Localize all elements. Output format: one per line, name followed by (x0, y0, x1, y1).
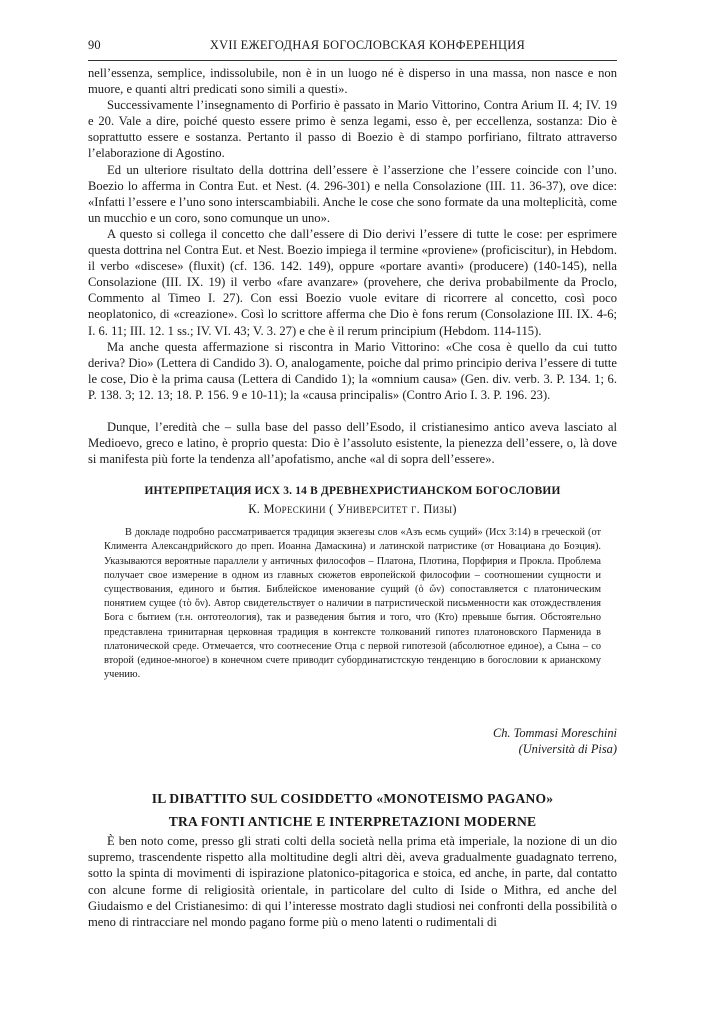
page-number: 90 (88, 38, 101, 52)
running-header (88, 38, 617, 58)
page (88, 38, 617, 930)
italian-section-title (88, 787, 617, 833)
paragraph: A questo si collega il concetto che dall’essere di Dio derivi l’essere di tutte le cose: per esprimere questa dottrina nel Contra Eut. et Nest. Boezio impiega il termine «proviene» (proficiscitur), in Hebdom. il verbo «discese» (fluxit) (cf. 136. 142. 149), oppure «portare avanti» (producere) (140-145), nella Consolazione (III. IX. 19) il verbo «fare avanzare» (provehere, che deriva probabilmente da Proclo, Commento al Timeo I. 27). Con essi Boezio vuole evitare di ricorrere al concetto, così poco neoplatonico, di «creazione». Così lo scrittore afferma che Dio è fons rerum (Consolazione III. IX. 4-6; I. 6. 11; III. 12. 1 ss.; IV. VI. 43; V. 3. 27) e che è il rerum principium (Hebdom. 114-115). (88, 226, 617, 338)
paragraph: nell’essenza, semplice, indissolubile, non è in un luogo né è disperso in una massa, non nasce e non muore, e quanti altri predicati sono simili a questi». (88, 66, 617, 97)
abstract-text: В докладе подробно рассматривается традиция экзегезы слов «Азъ есмь сущий» (Исх 3:14) в греческой (от Климента Александрийского до преп. Иоанна Дамаскина) и латинской патристике (от Новациана до Боэция). Указываются вероятные параллели у античных философов – Платона, Плотина, Порфирия и Прокла. Проблема получает свое измерение в одном из главных сюжетов европейской философии – соотношении сущности и существования, единого и бытия. Библейское именование сущий (ὁ ὤν) сопоставляется с платоническим понятием сущее (τὸ ὄν). Автор свидетельствует о наличии в патристической письменности как отождествления Бога с бытием (т.н. онтотеология), так и разведения бытия и того, что (Кто) превыше бытия. Обстоятельно представлена тринитарная церковная традиция в контексте толкований гипотез платоновского Парменида в платонической среде. Отмечается, что соотнесение Отца с первой гипотезой (абсолютное единое), а Сына – со второй (единое-многое) в конечном счете приводит субординатистскую тенденцию в богословии к арианскому учению. (104, 527, 601, 681)
paragraph: Ma anche questa affermazione si riscontra in Mario Vittorino: «Che cosa è quello da cui tutto deriva? Dio» (Lettera di Candido 3). O, analogamente, poiche dal primo principio deriva l’essere di tutte le cose, Dio è la prima causa (Lettera di Candido 1); la «omnium causa» (Gen. div. verb. 3. P. 134. 1; 6. P. 138. 3; 12. 13; 18. P. 156. 9 e 10-11); la «causa principalis» (Contro Ario I. 3. P. 196. 23). (88, 339, 617, 402)
signature-name: Ch. Tommasi Moreschini (492, 726, 617, 741)
abstract (104, 526, 601, 682)
paragraph: Ed un ulteriore risultato della dottrina dell’essere è l’asserzione che l’essere coincide con l’uno. Boezio lo afferma in Contra Eut. et Nest. (4. 296-301) e nella Consolazione (III. 11. 36-37), ove dice: «Infatti l’essere e l’uno sono interscambiabili. Anche le cose che sono formate da una molteplicità, come un mucchio e un coro, sono comunque un uno». (88, 162, 617, 225)
header-rule (88, 60, 617, 61)
russian-section-title: ИНТЕРПРЕТАЦИЯ ИСХ 3. 14 В ДРЕВНЕХРИСТИАНСКОМ БОГОСЛОВИИ (144, 485, 561, 498)
signature (88, 726, 617, 757)
russian-section-author: К. Морескини ( Университет г. Пизы) (248, 502, 457, 517)
paragraph: Successivamente l’insegnamento di Porfirio è passato in Mario Vittorino, Contra Arium II. 4; IV. 19 e 20. Vale a dire, poiché questo essere primo è senza legami, esso è, per eccellenza, sostanza: Dio è soprattutto essere e sostanza. Pertanto il passo di Boezio è di stampo porfiriano, filtrato attraverso l’elaborazione di Agostino. (88, 98, 617, 161)
paragraph-gap (88, 403, 617, 419)
italian-title-line-1: IL DIBATTITO SUL COSIDDETTO «MONOTEISMO PAGANO» (151, 791, 554, 807)
running-title: XVII ЕЖЕГОДНАЯ БОГОСЛОВСКАЯ КОНФЕРЕНЦИЯ (209, 38, 526, 52)
italian-section-body: È ben noto come, presso gli strati colti della società nella prima età imperiale, la nozione di un dio supremo, trascendente rispetto alla moltitudine degli altri dèi, aveva gradualmente guadagnato terreno, sotto la spinta di movimenti di ispirazione platonico-pitagorica e stoica, ed anche, in parte, dal contatto con alcune forme di religiosità orientale, in particolare del culto di Iside o Mithra, ed anche del Giudaismo e del Cristianesimo: di qui l’interesse mostrato dagli studiosi nei confronti della possibilità o meno di rintracciare nel mondo pagano forme più o meno latenti o rudimentali di (88, 834, 617, 929)
signature-affiliation: (Università di Pisa) (518, 741, 617, 756)
conclusion-paragraph: Dunque, l’eredità che – sulla base del passo dell’Esodo, il cristianesimo antico aveva lasciato al Medioevo, greco e latino, è proprio questa: Dio è l’assoluto esistente, la pienezza dell’essere, o, là dove si manifesta più forte la tendenza all’apofatismo, anche «al di sopra dell’essere». (88, 419, 617, 467)
italian-title-line-2: TRA FONTI ANTICHE E INTERPRETAZIONI MODERNE (168, 814, 537, 830)
